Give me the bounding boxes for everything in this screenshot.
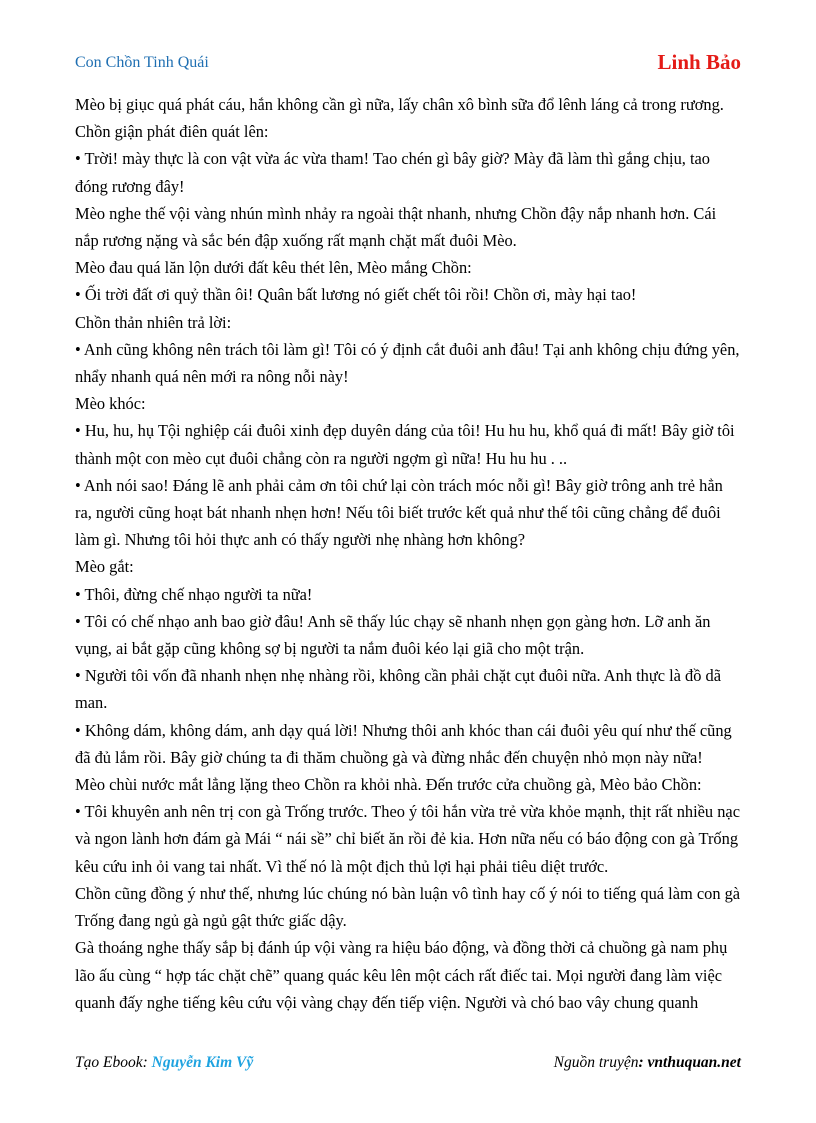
paragraph: Mèo chùi nước mắt lẳng lặng theo Chồn ra khỏi nhà. Đến trước cửa chuồng gà, Mèo bảo Chồn: <box>75 775 702 795</box>
paragraph: Mèo bị giục quá phát cáu, hắn không cần gì nữa, lấy chân xô bình sữa đổ lênh láng cả trong rương. <box>75 95 724 114</box>
ebook-creator-name: Nguyễn Kim Vỹ <box>151 1054 254 1071</box>
paragraph: • Thôi, đừng chế nhạo người ta nữa! <box>75 584 313 604</box>
source-site[interactable]: vnthuquan.net <box>647 1054 741 1071</box>
paragraph: • Ối trời đất ơi quỷ thần ôi! Quân bất lương nó giết chết tôi rồi! Chồn ơi, mày hại tao! <box>75 285 637 305</box>
ebook-separator: : <box>142 1054 152 1071</box>
paragraph: Mèo nghe thế vội vàng nhún mình nhảy ra ngoài thật nhanh, nhưng Chồn đậy nắp nhanh hơn. Cái nắp rương nặng và sắc bén đập xuống rất mạnh chặt mất đuôi Mèo. <box>75 203 717 251</box>
story-body <box>75 91 743 1016</box>
author-name: Linh Bảo <box>657 50 741 74</box>
paragraph: Chồn cũng đồng ý như thế, nhưng lúc chúng nó bàn luận vô tình hay cố ý nói to tiếng quá làm con gà Trống đang ngủ gà ngủ gật thức giấc dậy. <box>75 883 741 931</box>
paragraph: • Hu, hu, hụ Tội nghiệp cái đuôi xinh đẹp duyên dáng của tôi! Hu hu hu, khổ quá đi mất! Bây giờ tôi thành một con mèo cụt đuôi chẳng còn ra người ngợm gì nữa! Hu hu hu . .. <box>75 421 735 468</box>
paragraph: • Tôi có chế nhạo anh bao giờ đâu! Anh sẽ thấy lúc chạy sẽ nhanh nhẹn gọn gàng hơn. Lỡ anh ăn vụng, ai bắt gặp cũng không sợ bị người ta nắm đuôi kéo lại giã cho một trận. <box>75 611 711 659</box>
page-footer <box>75 1054 741 1076</box>
paragraph: Chồn giận phát điên quát lên: <box>75 122 269 142</box>
paragraph: Mèo khóc: <box>75 394 146 414</box>
paragraph: • Không dám, không dám, anh dạy quá lời! Nhưng thôi anh khóc than cái đuôi yêu quí như thế cũng đã đủ lắm rồi. Bây giờ chúng ta đi thăm chuồng gà và đừng nhắc đến chuyện nhỏ mọn này nữa! <box>75 720 732 767</box>
source-separator: : <box>638 1054 648 1071</box>
ebook-label: Tạo Ebook <box>75 1054 143 1071</box>
source-credit <box>554 1054 741 1072</box>
paragraph: Mèo gắt: <box>75 557 134 577</box>
paragraph: • Tôi khuyên anh nên trị con gà Trống trước. Theo ý tôi hắn vừa trẻ vừa khỏe mạnh, thịt rất nhiều nạc và ngon lành hơn đám gà Mái “ nái sề” chỉ biết ăn rồi đẻ kia. Hơn nữa nếu có báo động con gà Trống kêu cứu inh ỏi vang tai nhất. Vì thế nó là một địch thủ lợi hại phải tiêu diệt trước. <box>75 802 740 876</box>
paragraph: • Anh nói sao! Đáng lẽ anh phải cảm ơn tôi chứ lại còn trách móc nỗi gì! Bây giờ trông anh trẻ hẳn ra, người cũng hoạt bát nhanh nhẹn hơn! Nếu tôi biết trước kết quả như thế tôi cũng chẳng để đuôi làm gì. Nhưng tôi hỏi thực anh có thấy người nhẹ nhàng hơn không? <box>75 475 723 550</box>
paragraph: • Người tôi vốn đã nhanh nhẹn nhẹ nhàng rồi, không cần phải chặt cụt đuôi nữa. Anh thực là đồ dã man. <box>75 666 722 713</box>
book-title: Con Chồn Tinh Quái <box>75 54 209 71</box>
page-header <box>75 50 741 76</box>
ebook-credit <box>75 1054 253 1072</box>
paragraph: • Trời! mày thực là con vật vừa ác vừa tham! Tao chén gì bây giờ? Mày đã làm thì gắng chịu, tao đóng rương đây! <box>75 149 710 196</box>
paragraph: Gà thoáng nghe thấy sắp bị đánh úp vội vàng ra hiệu báo động, và đồng thời cả chuồng gà nam phụ lão ấu cùng “ hợp tác chặt chẽ” quang quác kêu lên một cách rất điếc tai. Mọi người đang làm việc quanh đấy nghe tiếng kêu cứu vội vàng chạy đến tiếp viện. Người và chó bao vây chung quanh <box>75 938 728 1012</box>
paragraph: Mèo đau quá lăn lộn dưới đất kêu thét lên, Mèo mắng Chồn: <box>75 258 472 278</box>
source-label: Nguồn truyện <box>553 1054 639 1071</box>
paragraph: Chồn thản nhiên trả lời: <box>75 312 232 332</box>
paragraph: • Anh cũng không nên trách tôi làm gì! Tôi có ý định cắt đuôi anh đâu! Tại anh không chịu đứng yên, nhẩy nhanh quá nên mới ra nông nỗi này! <box>75 339 740 387</box>
